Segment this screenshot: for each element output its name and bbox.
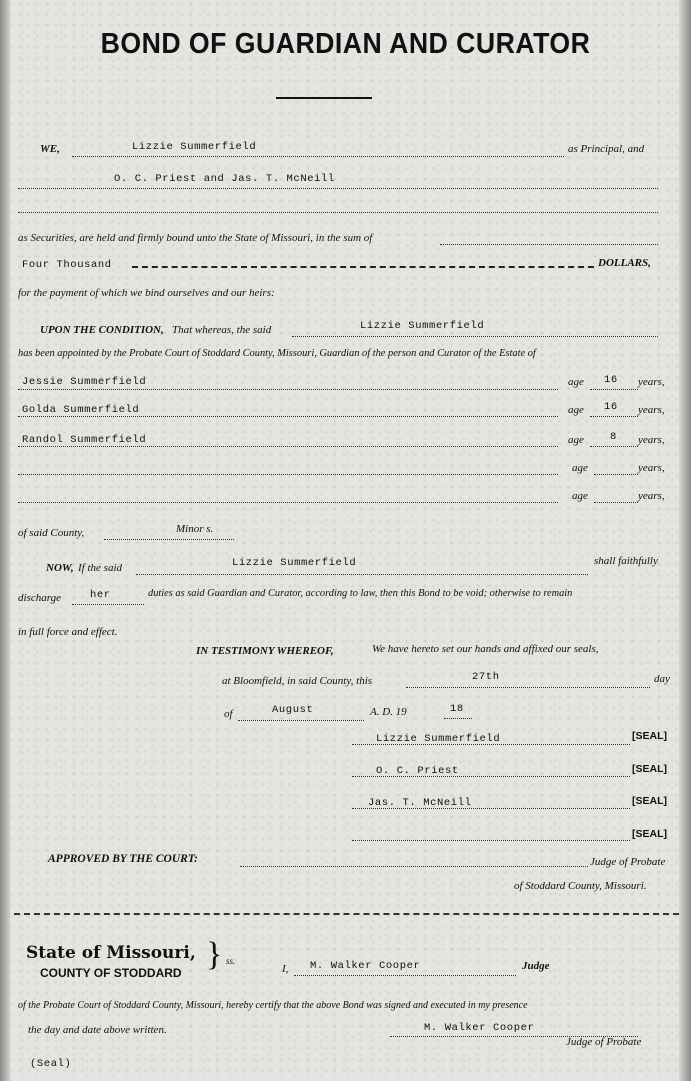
ss-label: ss.: [226, 956, 236, 966]
ward-3-name: Randol Summerfield: [22, 434, 147, 446]
certifier-line: [294, 975, 516, 976]
county-label: COUNTY OF STODDARD: [40, 966, 182, 980]
ward-2-age: 16: [604, 401, 618, 413]
certify-text: of the Probate Court of Stoddard County, Missouri, hereby certify that the above Bond was signed and executed in my presence: [18, 1000, 528, 1011]
now-name: Lizzie Summerfield: [232, 557, 357, 569]
ward-3-line: [18, 446, 558, 447]
day-label: day: [654, 673, 670, 685]
signature-2-seal: [SEAL]: [632, 763, 667, 775]
discharge-label: discharge: [18, 592, 61, 604]
month-value: August: [272, 704, 314, 716]
ward-2-name: Golda Summerfield: [22, 404, 140, 416]
seal-bottom: (Seal): [30, 1058, 72, 1070]
principal-name: Lizzie Summerfield: [132, 141, 257, 153]
now-line: [136, 574, 588, 575]
appointed-clause: has been appointed by the Probate Court of Stoddard County, Missouri, Guardian of the person and Curator of the Estate of: [18, 348, 536, 359]
signature-2-name: O. C. Priest: [376, 765, 459, 777]
at-bloomfield-text: at Bloomfield, in said County, this: [222, 675, 373, 687]
year-line: [444, 718, 472, 719]
shall-faithfully-label: shall faithfully: [594, 555, 658, 567]
ward-2-line: [18, 416, 558, 417]
minors-line: [104, 539, 234, 540]
signature-3-name: Jas. T. McNeill: [368, 797, 472, 809]
ward-3-age-line: [590, 446, 638, 447]
document-title: BOND OF GUARDIAN AND CURATOR: [100, 28, 591, 60]
ward-1-age-label: age: [568, 376, 584, 388]
ward-2-age-line: [590, 416, 638, 417]
state-label: State of Missouri,: [26, 943, 196, 963]
principal-line: [72, 156, 564, 157]
ward-1-years-label: years,: [638, 376, 665, 388]
judge-signature: M. Walker Cooper: [424, 1022, 535, 1034]
signature-3-seal: [SEAL]: [632, 795, 667, 807]
year-value: 18: [450, 703, 464, 715]
ward-4-age-line: [594, 474, 638, 475]
ward-3-years-label: years,: [638, 434, 665, 446]
ward-1-age: 16: [604, 374, 618, 386]
securities-names: O. C. Priest and Jas. T. McNeill: [114, 173, 335, 185]
section-divider: [14, 913, 679, 915]
ward-4-age-label: age: [572, 462, 588, 474]
page-edge-left: [0, 0, 10, 1081]
as-principal-label: as Principal, and: [568, 143, 645, 155]
approved-line: [240, 866, 588, 867]
brace-symbol: }: [206, 936, 223, 973]
day-value: 27th: [472, 671, 500, 683]
ward-5-age-label: age: [572, 490, 588, 502]
month-line: [238, 720, 364, 721]
page-edge-right: [679, 0, 691, 1081]
securities-line: [18, 188, 658, 189]
ward-1-name: Jessie Summerfield: [22, 376, 147, 388]
ward-4-line: [18, 474, 558, 475]
certifier-name: M. Walker Cooper: [310, 960, 421, 972]
now-label: NOW,: [46, 562, 74, 574]
of-label: of: [224, 708, 233, 720]
minors-text: Minor s.: [176, 523, 214, 535]
ward-3-age-label: age: [568, 434, 584, 446]
condition-label: UPON THE CONDITION,: [40, 324, 164, 336]
ward-2-years-label: years,: [638, 404, 665, 416]
condition-line: [292, 336, 658, 337]
ward-1-line: [18, 389, 558, 390]
discharge-pronoun: her: [90, 589, 111, 601]
sum-line: [440, 244, 658, 245]
sum-dash-fill: [132, 266, 594, 268]
of-stoddard-label: of Stoddard County, Missouri.: [514, 880, 647, 892]
day-date-text: the day and date above written.: [28, 1024, 167, 1036]
ward-1-age-line: [590, 389, 638, 390]
dollars-label: DOLLARS,: [598, 257, 651, 269]
signature-4-line: [352, 840, 630, 841]
ward-2-age-label: age: [568, 404, 584, 416]
i-label: I,: [282, 963, 289, 975]
ward-3-age: 8: [610, 431, 617, 443]
ward-5-years-label: years,: [638, 490, 665, 502]
blank-line: [18, 212, 658, 213]
duties-clause: duties as said Guardian and Curator, according to law, then this Bond to be void; otherwise to remain: [148, 588, 573, 599]
said-county-label: of said County,: [18, 527, 85, 539]
signature-1-seal: [SEAL]: [632, 730, 667, 742]
pronoun-line: [72, 604, 144, 605]
ward-5-line: [18, 502, 558, 503]
approved-label: APPROVED BY THE COURT:: [48, 853, 198, 865]
full-force-text: in full force and effect.: [18, 626, 118, 638]
sum-amount: Four Thousand: [22, 259, 112, 271]
ad-label: A. D. 19: [370, 706, 407, 718]
signature-4-seal: [SEAL]: [632, 828, 667, 840]
testimony-text: We have hereto set our hands and affixed our seals,: [372, 643, 599, 655]
testimony-label: IN TESTIMONY WHEREOF,: [196, 645, 334, 657]
ward-4-years-label: years,: [638, 462, 665, 474]
day-line: [406, 687, 650, 688]
payment-clause: for the payment of which we bind ourselves and our heirs:: [18, 287, 275, 299]
title-underline: [276, 97, 372, 99]
condition-name: Lizzie Summerfield: [360, 320, 485, 332]
we-label: WE,: [40, 143, 60, 155]
ward-5-age-line: [594, 502, 638, 503]
now-text: If the said: [78, 562, 122, 574]
judge-label: Judge: [522, 960, 550, 972]
judge-of-probate-label-2: Judge of Probate: [566, 1036, 642, 1048]
condition-text: That whereas, the said: [172, 324, 272, 336]
securities-clause: as Securities, are held and firmly bound unto the State of Missouri, in the sum of: [18, 232, 373, 244]
judge-of-probate-label: Judge of Probate: [590, 856, 666, 868]
signature-1-name: Lizzie Summerfield: [376, 733, 501, 745]
